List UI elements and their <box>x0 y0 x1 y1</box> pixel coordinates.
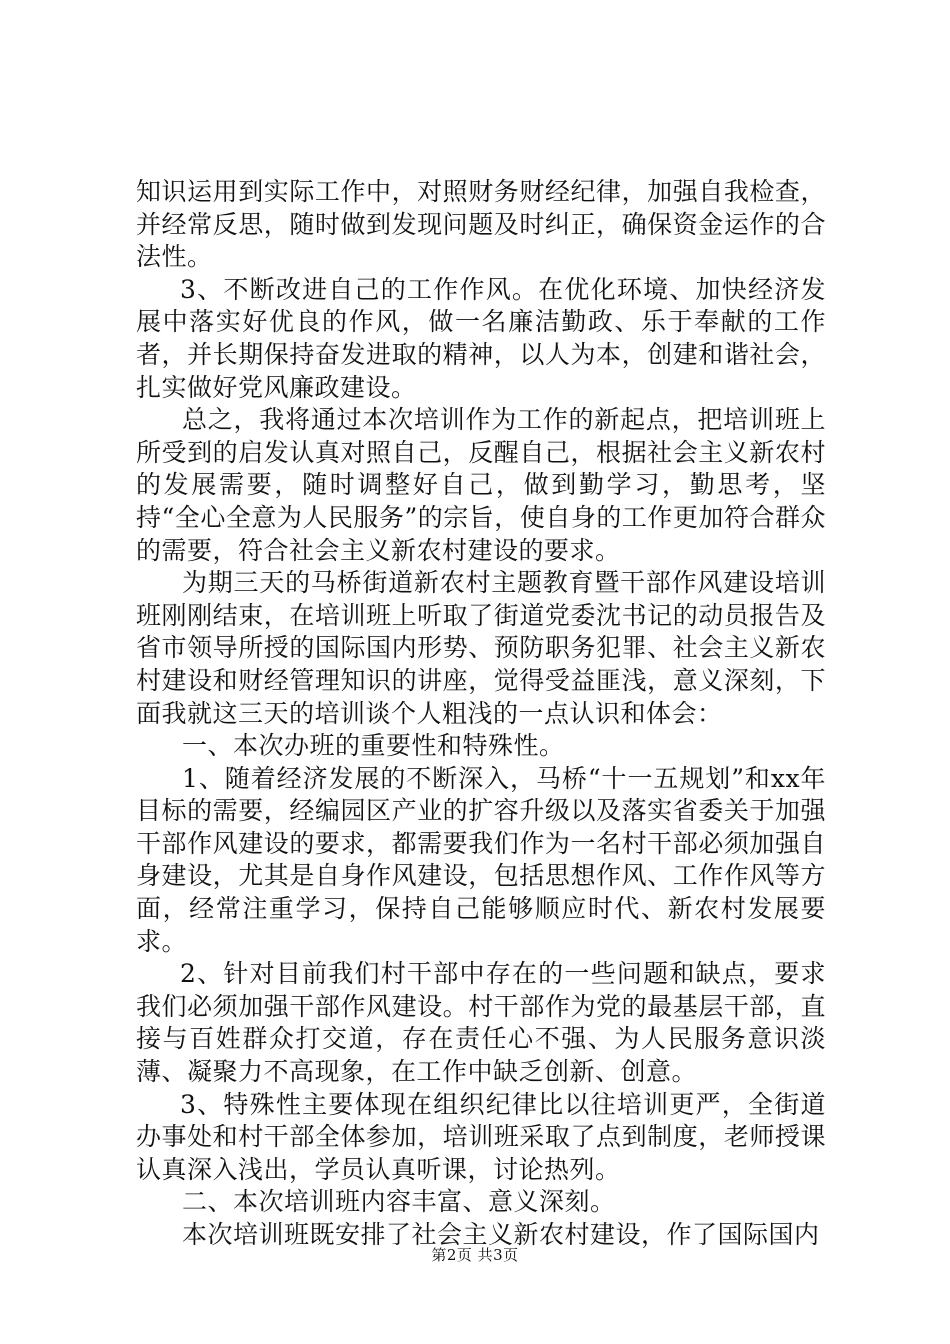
page-footer: 第2页 共3页 <box>431 1246 519 1264</box>
paragraph: 本次培训班既安排了社会主义新农村建设，作了国际国内 <box>182 1220 820 1249</box>
paragraph: 3、不断改进自己的工作作风。在优化环境、加快经济发展中落实好优良的作风，做一名廉洁勤政、乐于奉献的工作者，并长期保持奋发进取的精神，以人为本，创建和谐社会，扎实做好党风廉政建设。 <box>136 274 826 402</box>
paragraph: 1、随着经济发展的不断深入，马桥“十一五规划”和xx年目标的需要，经编园区产业的扩容升级以及落实省委关于加强干部作风建设的要求，都需要我们作为一名村干部必须加强自身建设，尤其是自身作风建设，包括思想作风、工作作风等方面，经常注重学习，保持自己能够顺应时代、新农村发展要求。 <box>136 763 826 956</box>
paragraph: 知识运用到实际工作中，对照财务财经纪律，加强自我检查，并经常反思，随时做到发现问题及时纠正，确保资金运作的合法性。 <box>136 177 826 272</box>
paragraph: 总之，我将通过本次培训作为工作的新起点，把培训班上所受到的启发认真对照自己，反醒自己，根据社会主义新农村的发展需要，随时调整好自己，做到勤学习，勤思考，坚持“全心全意为人民服务”的宗旨，使自身的工作更加符合群众的需要，符合社会主义新农村建设的要求。 <box>136 405 826 565</box>
paragraph: 3、特殊性主要体现在组织纪律比以往培训更严，全街道办事处和村干部全体参加，培训班采取了点到制度，老师授课认真深入浅出，学员认真听课，讨论热列。 <box>136 1089 826 1184</box>
paragraph: 2、针对目前我们村干部中存在的一些问题和缺点，要求我们必须加强干部作风建设。村干部作为党的最基层干部，直接与百姓群众打交道，存在责任心不强、为人民服务意识淡薄、凝聚力不高现象，在工作中缺乏创新、创意。 <box>136 959 826 1087</box>
paragraph: 一、本次办班的重要性和特殊性。 <box>182 731 565 761</box>
paragraph: 二、本次培训班内容丰富、意义深刻。 <box>182 1187 616 1217</box>
paragraph: 为期三天的马桥街道新农村主题教育暨干部作风建设培训班刚刚结束，在培训班上听取了街道党委沈书记的动员报告及省市领导所授的国际国内形势、预防职务犯罪、社会主义新农村建设和财经管理知识的讲座，觉得受益匪浅，意义深刻，下面我就这三天的培训谈个人粗浅的一点认识和体会： <box>136 568 826 728</box>
document-body <box>136 176 826 1252</box>
